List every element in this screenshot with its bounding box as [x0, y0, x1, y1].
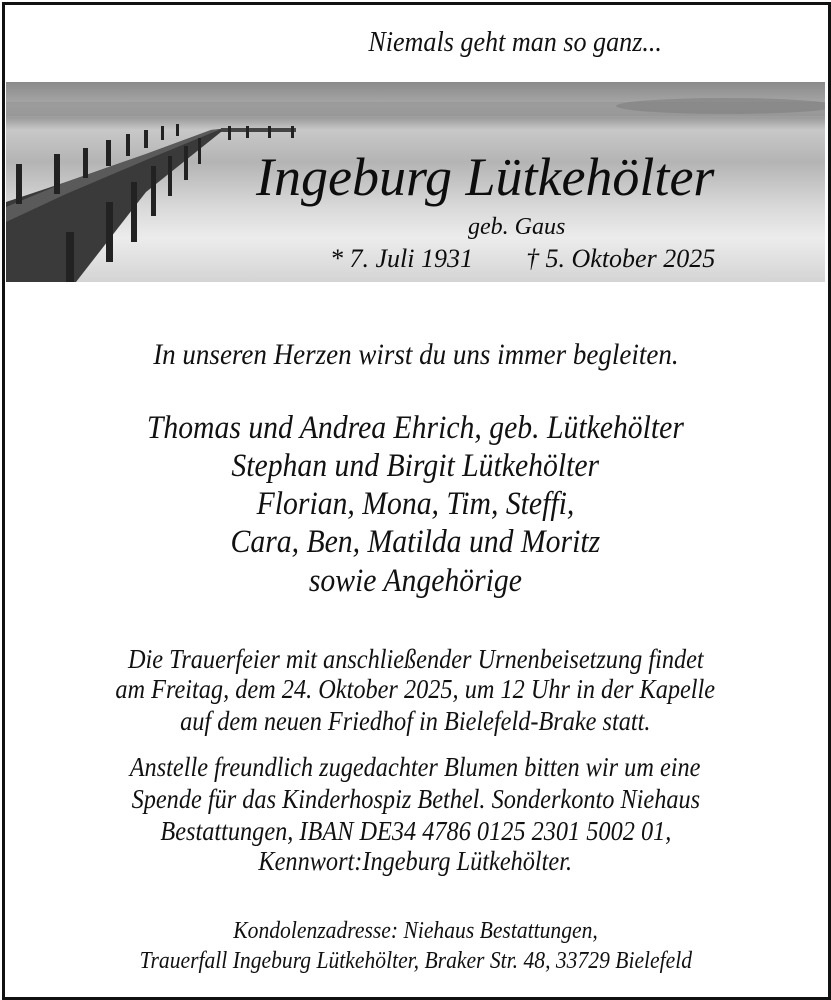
maiden-name: geb. Gaus — [468, 214, 566, 240]
birth-date: * 7. Juli 1931 — [330, 244, 473, 273]
death-date: † 5. Oktober 2025 — [526, 244, 716, 273]
donation-line: Kennwort:Ingeburg Lütkehölter. — [258, 846, 573, 876]
pier-photo-banner — [6, 82, 825, 282]
mourner-line: sowie Angehörige — [308, 563, 523, 599]
donation-line: Anstelle freundlich zugedachter Blumen bitten wir um eine — [130, 752, 701, 782]
mourner-line: Stephan und Birgit Lütkehölter — [231, 448, 600, 484]
condolence-line: Trauerfall Ingeburg Lütkehölter, Braker Str. 48, 33729 Bielefeld — [139, 948, 692, 974]
mourner-line: Cara, Ben, Matilda und Moritz — [230, 524, 601, 560]
donation-line: Spende für das Kinderhospiz Bethel. Sonderkonto Niehaus — [131, 784, 700, 814]
mourner-line: Florian, Mona, Tim, Steffi, — [256, 486, 575, 522]
ceremony-line: auf dem neuen Friedhof in Bielefeld-Brake statt. — [180, 706, 651, 736]
donation-line: Bestattungen, IBAN DE34 4786 0125 2301 5002 01, — [160, 816, 671, 846]
ceremony-line: am Freitag, dem 24. Oktober 2025, um 12 Uhr in der Kapelle — [115, 674, 716, 704]
deceased-name: Ingeburg Lütkehölter — [256, 147, 715, 207]
quote: In unseren Herzen wirst du uns immer begleiten. — [152, 338, 679, 371]
condolence-line: Kondolenzadresse: Niehaus Bestattungen, — [233, 918, 598, 944]
ceremony-line: Die Trauerfeier mit anschließender Urnenbeisetzung findet — [127, 644, 704, 674]
motto: Niemals geht man so ganz... — [368, 26, 663, 58]
mourner-line: Thomas und Andrea Ehrich, geb. Lütkehölter — [146, 410, 685, 446]
